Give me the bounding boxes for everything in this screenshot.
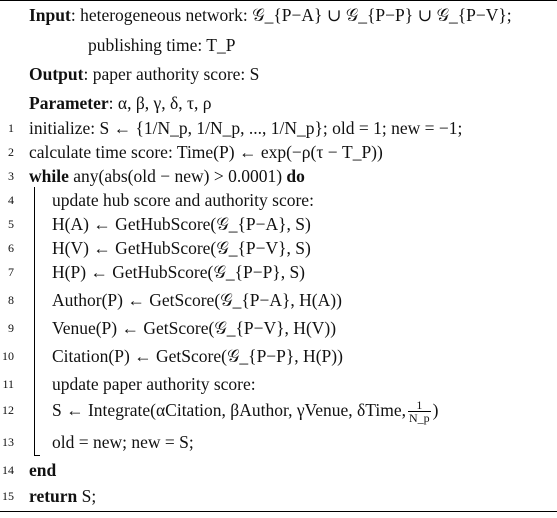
line-number: 4 — [8, 193, 14, 207]
algorithm-line — [52, 317, 336, 339]
line-text: H(V) ← GetHubScore(𝒢_{P−V}, S) — [52, 238, 311, 258]
line-text: any(abs(old − new) > 0.0001) — [68, 166, 287, 186]
keyword: do — [286, 166, 305, 186]
algorithm-line — [29, 459, 56, 481]
input-row-2 — [88, 34, 235, 56]
line-number: 6 — [8, 241, 14, 255]
line-number: 8 — [8, 293, 14, 307]
keyword: return — [29, 486, 78, 506]
line-number: 1 — [8, 121, 14, 135]
line-number: 5 — [8, 217, 14, 231]
top-rule — [0, 0, 557, 1]
line-number: 14 — [2, 463, 14, 477]
output-text: : paper authority score: S — [83, 64, 260, 84]
line-number: 15 — [2, 489, 14, 503]
line-number: 2 — [8, 145, 14, 159]
output-row — [29, 63, 259, 85]
algorithm-line — [52, 237, 311, 259]
line-number: 9 — [8, 321, 14, 335]
algorithm-line — [52, 213, 311, 235]
input-text-2: publishing time: T_P — [88, 35, 236, 55]
algorithm-line — [29, 165, 305, 187]
fraction — [408, 399, 431, 424]
line-number: 11 — [2, 377, 14, 391]
line-text: S; — [77, 486, 97, 506]
line-number: 13 — [2, 435, 14, 449]
while-block-bar — [34, 187, 35, 455]
algorithm-line — [29, 117, 462, 139]
input-row — [29, 4, 512, 26]
algorithm-line — [52, 189, 314, 211]
line-text: calculate time score: Time(P) ← exp(−ρ(τ − T_P)) — [29, 142, 383, 162]
line-number: 3 — [8, 169, 14, 183]
algorithm-line — [52, 399, 438, 424]
parameter-label: Parameter — [29, 93, 109, 113]
line-number: 12 — [2, 403, 14, 417]
fraction-denominator: N_p — [408, 411, 430, 426]
parameter-row — [29, 92, 211, 114]
parameter-text: : α, β, γ, δ, τ, ρ — [108, 93, 212, 113]
line-tail: ) — [432, 400, 439, 420]
input-text: : heterogeneous network: 𝒢_{P−A} ∪ 𝒢_{P−P} ∪ 𝒢_{P−V}; — [70, 5, 512, 25]
line-text: initialize: S ← {1/N_p, 1/N_p, ..., 1/N_p}; old = 1; new = −1; — [29, 118, 463, 138]
bottom-rule — [0, 511, 557, 512]
algorithm-line — [52, 431, 194, 453]
algorithm-line — [29, 141, 383, 163]
line-text: old = new; new = S; — [52, 432, 194, 452]
algorithm-line — [52, 261, 305, 283]
line-text: Author(P) ← GetScore(𝒢_{P−A}, H(A)) — [52, 290, 342, 310]
keyword: end — [29, 460, 57, 480]
line-text: update hub score and authority score: — [52, 190, 314, 210]
output-label: Output — [29, 64, 84, 84]
algorithm-line — [29, 485, 96, 507]
fraction-numerator: 1 — [408, 399, 431, 412]
line-number: 7 — [8, 265, 14, 279]
line-number: 10 — [2, 349, 14, 363]
while-block-tick — [34, 455, 40, 456]
algorithm-line — [52, 345, 343, 367]
line-text: H(A) ← GetHubScore(𝒢_{P−A}, S) — [52, 214, 311, 234]
input-label: Input — [29, 5, 71, 25]
line-text: Citation(P) ← GetScore(𝒢_{P−P}, H(P)) — [52, 346, 343, 366]
line-text: Venue(P) ← GetScore(𝒢_{P−V}, H(V)) — [52, 318, 337, 338]
line-text: H(P) ← GetHubScore(𝒢_{P−P}, S) — [52, 262, 306, 282]
algorithm-line — [52, 373, 256, 395]
line-text: update paper authority score: — [52, 374, 256, 394]
algorithm-line — [52, 289, 342, 311]
line-text: S ← Integrate(αCitation, βAuthor, γVenue, δTime, — [52, 400, 406, 420]
keyword: while — [29, 166, 69, 186]
